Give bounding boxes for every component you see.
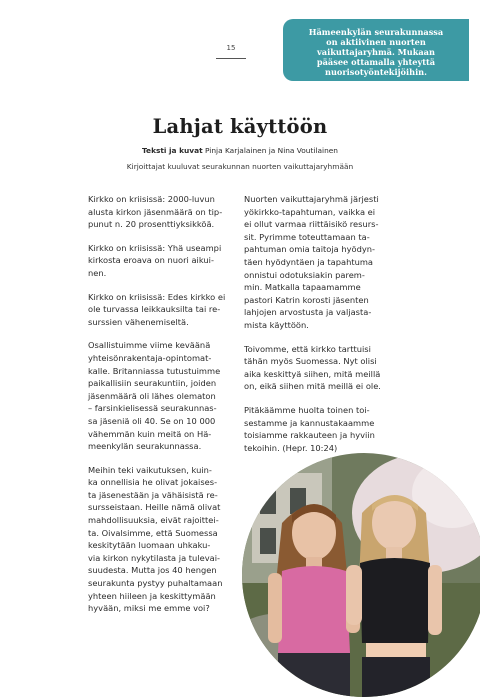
- text-line: mahdollisuuksia, eivät rajoittei-: [88, 515, 219, 526]
- text-line: Kirkko on kriisissä: Edes kirkko ei: [88, 291, 226, 302]
- callout-line: nuorisotyöntekijöihin.: [325, 67, 427, 77]
- callout-line: on aktiivinen nuorten: [326, 37, 426, 47]
- right-column: [244, 193, 390, 465]
- paragraph: [244, 404, 390, 454]
- page-number-rule: [216, 58, 246, 59]
- text-line: ei ollut varmaa riittäisikö resurs-: [244, 219, 379, 230]
- paragraph: [244, 193, 390, 332]
- text-line: min. Matkalla tapaamamme: [244, 282, 361, 293]
- text-line: ole turvassa leikkauksilta tai re-: [88, 304, 221, 315]
- byline-label: Teksti ja kuvat: [142, 146, 203, 155]
- text-line: pahtuman omia taitoja hyödyn-: [244, 244, 376, 255]
- article-subtitle: Kirjoittajat kuuluvat seurakunnan nuorten vaikuttajaryhmään: [126, 162, 354, 171]
- text-line: paikallisiin seurakuntiin, joiden: [88, 378, 217, 389]
- text-line: aika keskittyä siihen, mitä meillä: [244, 368, 381, 379]
- text-line: Kirkko on kriisissä: 2000-luvun: [88, 194, 215, 204]
- text-line: yhteen hiileen ja keskittymään: [88, 590, 216, 601]
- callout-line: Hämeenkylän seurakunnassa: [308, 27, 444, 37]
- byline-names: Pinja Karjalainen ja Nina Voutilainen: [205, 146, 338, 155]
- paragraph: [244, 343, 390, 393]
- text-line: suudesta. Mutta jos 40 hengen: [88, 565, 217, 576]
- group-photo: [242, 453, 480, 697]
- text-line: ta. Oivalsimme, että Suomessa: [88, 527, 218, 538]
- text-line: on, eikä siihen mitä meillä ei ole.: [244, 381, 381, 392]
- paragraph: [88, 242, 234, 280]
- text-line: tähän myös Suomessa. Nyt olisi: [244, 356, 377, 367]
- text-line: meenkylän seurakunnassa.: [88, 441, 202, 452]
- text-line: nen.: [88, 267, 107, 278]
- byline: [0, 146, 480, 155]
- text-line: kirkosta eroava on nuori aikui-: [88, 255, 214, 266]
- text-line: onnistui odotuksiakin parem-: [244, 269, 365, 280]
- text-line: sestamme ja kannustakaamme: [244, 417, 375, 428]
- text-line: keskitytään luomaan uhkaku-: [88, 540, 211, 551]
- text-line: – farsinkielisessä seurakunnas-: [88, 403, 217, 414]
- text-line: seurakunta pystyy puhaltamaan: [88, 578, 223, 589]
- text-line: surssien vähenemiseltä.: [88, 316, 189, 327]
- left-column: [88, 193, 234, 626]
- text-line: ta jäsenestään ja vähäisistä re-: [88, 489, 218, 500]
- photo-illustration: [242, 453, 480, 697]
- text-line: sit. Pyrimme toteuttamaan ta-: [244, 231, 370, 242]
- text-line: pastori Katrin korosti jäsenten: [244, 294, 369, 305]
- text-line: vähemmän kuin meitä on Hä-: [88, 428, 212, 439]
- text-line: sursseistaan. Heille nämä olivat: [88, 502, 221, 513]
- text-line: tekoihin. (Hepr. 10:24): [244, 442, 338, 453]
- text-line: Kirkko on kriisissä: Yhä useampi: [88, 242, 222, 253]
- text-line: Osallistuimme viime keväänä: [88, 340, 211, 351]
- text-line: Pitäkäämme huolta toinen toi-: [244, 404, 370, 415]
- paragraph: [88, 339, 234, 452]
- info-callout: [283, 19, 469, 81]
- text-line: hyvään, miksi me emme voi?: [88, 603, 210, 614]
- text-line: yökirkko-tapahtuman, vaikka ei: [244, 206, 376, 217]
- paragraph: [88, 291, 234, 329]
- text-line: Toivomme, että kirkko tarttuisi: [244, 343, 371, 354]
- text-line: lahjojen arvostusta ja valjasta-: [244, 307, 372, 318]
- text-line: alusta kirkon jäsenmäärä on tip-: [88, 206, 223, 217]
- text-line: kalle. Britanniassa tutustuimme: [88, 365, 221, 376]
- text-line: sa jäseniä oli 40. Se on 10 000: [88, 415, 216, 426]
- callout-line: pääsee ottamalla yhteyttä: [316, 57, 436, 67]
- text-line: mista käyttöön.: [244, 319, 309, 330]
- text-line: jäsenmäärä oli lähes olematon: [88, 390, 216, 401]
- text-line: täen hyödyntäen ja tapahtuma: [244, 256, 374, 267]
- text-line: ka onnellisia he olivat jokaises-: [88, 477, 218, 488]
- article-title: Lahjat käyttöön: [152, 115, 328, 138]
- text-line: toisiamme rakkauteen ja hyviin: [244, 430, 375, 441]
- text-line: Nuorten vaikuttajaryhmä järjesti: [244, 194, 379, 204]
- page-number: 15: [226, 44, 236, 52]
- text-line: yhteisönrakentaja-opintomat-: [88, 352, 212, 363]
- callout-line: vaikuttajaryhmä. Mukaan: [317, 47, 435, 57]
- text-line: via kirkon nykytilasta ja tulevai-: [88, 552, 221, 563]
- paragraph: [88, 464, 234, 615]
- text-line: Meihin teki vaikutuksen, kuin-: [88, 464, 212, 475]
- paragraph: [88, 193, 234, 231]
- text-line: punut n. 20 prosenttiyksikköä.: [88, 219, 215, 230]
